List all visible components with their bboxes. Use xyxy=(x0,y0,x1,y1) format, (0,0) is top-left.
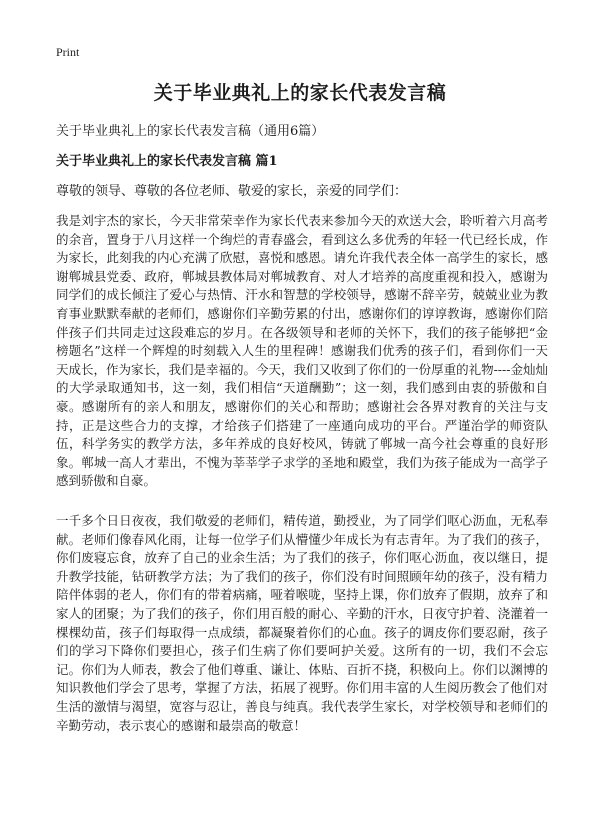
print-link[interactable]: Print xyxy=(56,45,80,59)
greeting-line: 尊敬的领导、尊敬的各位老师、敬爱的家长，亲爱的同学们： xyxy=(56,184,408,199)
page-title: 关于毕业典礼上的家长代表发言稿 xyxy=(153,82,447,104)
body-paragraph-2: 一千多个日日夜夜，我们敬爱的老师们，精传道，勤授业，为了同学们呕心沥血，无私奉献。老师们像春风化雨，让每一位学子们从懵懂少年成长为有志青年。为了我们的孩子，你们废寝忘食，放弃了自己的业余生活；为了我们的孩子，你们呕心沥血，夜以继日，提升教学技能，钻研教学方法；为了我们的孩子，你们没有时间照顾年幼的孩子，没有精力陪伴体弱的老人，你们有的带着病痛，哑着喉咙，坚持上课，你们放弃了假期，放弃了和家人的团聚；为了我们的孩子，你们用百般的耐心、辛勤的汗水，日夜守护着、浇灌着一棵棵幼苗，孩子们每取得一点成绩，都凝聚着你们的心血。孩子的调皮你们要忍耐，孩子们的学习下降你们要担心，孩子们生病了你们要呵护关爱。这所有的一切，我们不会忘记。你们为人师表，教会了他们尊重、谦让、体贴、百折不挠，积极向上。你们以渊博的知识教他们学会了思考，掌握了方法，拓展了视野。你们用丰富的人生阅历教会了他们对生活的激情与渴望，宽容与忍让，善良与纯真。我代表学生家长，对学校领导和老师们的辛勤劳动，表示衷心的感谢和最崇高的敬意！ xyxy=(56,513,548,733)
document-subtitle: 关于毕业典礼上的家长代表发言稿（通用6篇） xyxy=(56,124,325,139)
body-paragraph-1: 我是刘宇杰的家长，今天非常荣幸作为家长代表来参加今天的欢送大会，聆听着六月高考的余音，置身于八月这样一个绚烂的青春盛会，看到这么多优秀的年轻一代已经长成，作为家长，此刻我的内心充满了欣慰，喜悦和感恩。请允许我代表全体一高学生的家长，感谢郸城县党委、政府，郸城县教体局对郸城教育、对人才培养的高度重视和投入，感谢为同学们的成长倾注了爱心与热情、汗水和智慧的学校领导，感谢不辞辛劳，兢兢业业为教育事业默默奉献的老师们，感谢你们辛勤劳累的付出，感谢你们的谆谆教诲，感谢你们陪伴孩子们共同走过这段难忘的岁月。在各级领导和老师的关怀下，我们的孩子能够把“金榜题名”这样一个辉煌的时刻载入人生的里程碑！感谢我们优秀的孩子们，看到你们一天天成长，作为家长，我们是幸福的。今天，我们又收到了你们的一份厚重的礼物----金灿灿的大学录取通知书，这一刻，我们相信“天道酬勤”；这一刻，我们感到由衷的骄傲和自豪。感谢所有的亲人和朋友，感谢你们的关心和帮助；感谢社会各界对教育的关注与支持，正是这些合力的支撑，才给孩子们搭建了一座通向成功的平台。严谨治学的师资队伍，科学务实的教学方法，多年养成的良好校风，铸就了郸城一高今社会尊重的良好形象。郸城一高人才辈出，不愧为莘莘学子求学的圣地和殿堂，我们为孩子能成为一高学子感到骄傲和自豪。 xyxy=(56,213,548,489)
section-heading: 关于毕业典礼上的家长代表发言稿 篇1 xyxy=(56,154,278,169)
